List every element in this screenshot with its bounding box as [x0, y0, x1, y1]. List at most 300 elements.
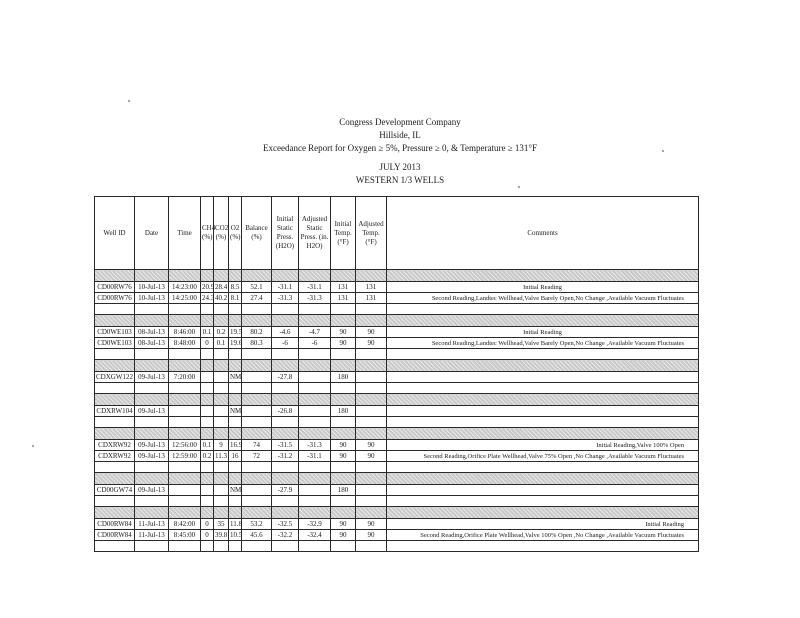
blank-row-cell: [242, 304, 272, 315]
cell-ch4: [201, 406, 214, 417]
group-separator-cell: [331, 428, 356, 440]
cell-balance: 80.3: [242, 338, 272, 349]
cell-initial-temp: 131: [331, 293, 356, 304]
cell-well-id: CD00RW76: [95, 282, 135, 293]
blank-row-cell: [214, 496, 229, 507]
blank-row-cell: [169, 417, 201, 428]
blank-row-cell: [229, 383, 242, 394]
cell-well-id: CDXRW92: [95, 440, 135, 451]
blank-row-cell: [272, 304, 299, 315]
group-separator-cell: [135, 428, 169, 440]
group-separator-cell: [356, 270, 387, 282]
cell-time: 12:56:00: [169, 440, 201, 451]
cell-ch4: 0.1: [201, 440, 214, 451]
blank-row-cell: [201, 349, 214, 360]
cell-date: 08-Jul-13: [135, 338, 169, 349]
blank-row-cell: [272, 496, 299, 507]
cell-o2: NM: [230, 406, 242, 415]
cell-ch4: [201, 485, 214, 496]
group-separator-cell: [272, 315, 299, 327]
cell-balance: 80.2: [242, 327, 272, 338]
blank-row-cell: [242, 541, 272, 552]
cell-well-id: CD00RW84: [95, 519, 135, 530]
cell-initial-static: -4.6: [272, 327, 299, 338]
cell-o2: NM: [230, 485, 242, 494]
scan-speck: [662, 150, 664, 152]
group-separator-cell: [95, 507, 135, 519]
cell-adjusted-temp: 90: [356, 327, 387, 338]
group-separator-cell: [299, 270, 331, 282]
cell-initial-static: -31.1: [272, 282, 299, 293]
cell-adjusted-static: -32.4: [299, 530, 331, 541]
blank-row-cell: [169, 462, 201, 473]
group-separator-cell: [299, 473, 331, 485]
cell-co2: 0.1: [214, 338, 229, 349]
cell-o2: 11.8: [230, 519, 242, 528]
table-row: [95, 406, 699, 417]
group-separator-cell: [242, 270, 272, 282]
cell-well-id: CD0WE103: [95, 327, 135, 338]
group-separator-cell: [356, 315, 387, 327]
blank-row-cell: [272, 349, 299, 360]
report-section: WESTERN 1/3 WELLS: [355, 175, 445, 185]
cell-initial-temp: 90: [331, 338, 356, 349]
blank-row-cell: [214, 541, 229, 552]
group-separator-cell: [214, 315, 229, 327]
group-separator-cell: [135, 473, 169, 485]
cell-balance: 74: [242, 440, 272, 451]
blank-row-cell: [201, 541, 214, 552]
group-separator-cell: [387, 270, 699, 282]
table-row: [95, 530, 699, 541]
group-separator-cell: [135, 315, 169, 327]
blank-row-cell: [201, 304, 214, 315]
cell-initial-temp: 90: [331, 327, 356, 338]
group-separator-cell: [331, 507, 356, 519]
cell-initial-temp: 90: [331, 519, 356, 530]
cell-initial-static: -6: [272, 338, 299, 349]
company-location: Hillside, IL: [379, 130, 421, 140]
cell-o2: 19.5: [230, 327, 243, 336]
cell-comment: Initial Reading: [387, 519, 699, 530]
blank-row-cell: [135, 304, 169, 315]
group-separator-cell: [135, 360, 169, 372]
blank-row-cell: [356, 383, 387, 394]
blank-row-cell: [242, 417, 272, 428]
cell-initial-static: -32.5: [272, 519, 299, 530]
cell-time: 14:25:00: [169, 293, 201, 304]
group-separator-cell: [169, 394, 201, 406]
group-separator-cell: [331, 270, 356, 282]
cell-well-id: CD0WE103: [95, 338, 135, 349]
cell-o2: 16.9: [230, 440, 243, 449]
blank-row-cell: [299, 349, 331, 360]
cell-well-id: CD00GW74: [95, 485, 135, 496]
cell-adjusted-temp: 131: [356, 282, 387, 293]
blank-row-cell: [331, 417, 356, 428]
group-separator-cell: [299, 394, 331, 406]
cell-date: 11-Jul-13: [135, 519, 169, 530]
exceedance-table: [94, 196, 699, 552]
group-separator-cell: [95, 360, 135, 372]
group-separator-cell: [299, 315, 331, 327]
blank-row-cell: [229, 496, 242, 507]
scan-speck: [128, 100, 130, 102]
cell-initial-static: -27.9: [272, 485, 299, 496]
cell-o2: 16: [229, 451, 242, 462]
company-name: Congress Development Company: [339, 117, 461, 127]
blank-row-cell: [95, 462, 135, 473]
group-separator-cell: [331, 315, 356, 327]
group-separator-cell: [229, 428, 242, 440]
group-separator-cell: [135, 394, 169, 406]
cell-time: 8:42:00: [169, 519, 201, 530]
group-separator-cell: [387, 473, 699, 485]
scan-speck: [518, 186, 520, 188]
blank-row-cell: [242, 462, 272, 473]
col-initial-temp: Initial Temp. (°F): [331, 197, 356, 270]
cell-time: 7:20:00: [169, 372, 201, 383]
cell-balance: 52.1: [242, 282, 272, 293]
cell-comment: Initial Reading: [387, 327, 699, 338]
blank-row-cell: [169, 349, 201, 360]
blank-row-cell: [95, 349, 135, 360]
cell-adjusted-static: [299, 372, 331, 383]
blank-row-cell: [299, 496, 331, 507]
cell-comment: [387, 372, 699, 383]
cell-well-id: CD00RW76: [95, 293, 135, 304]
group-separator-cell: [201, 473, 214, 485]
blank-row-cell: [95, 496, 135, 507]
group-separator: [95, 473, 699, 485]
blank-row-cell: [229, 349, 242, 360]
cell-time: [169, 485, 201, 496]
blank-row-cell: [299, 417, 331, 428]
blank-row-cell: [387, 541, 699, 552]
cell-date: 09-Jul-13: [135, 372, 169, 383]
cell-date: 10-Jul-13: [135, 282, 169, 293]
cell-date: 09-Jul-13: [135, 485, 169, 496]
cell-comment: [387, 485, 699, 496]
group-separator-cell: [356, 507, 387, 519]
group-separator-cell: [242, 473, 272, 485]
col-o2: O2 (%): [229, 197, 242, 270]
blank-row-cell: [242, 496, 272, 507]
cell-balance: 27.4: [242, 293, 272, 304]
group-separator-cell: [272, 270, 299, 282]
group-separator-cell: [201, 360, 214, 372]
cell-co2: [214, 372, 229, 383]
table-row: [95, 440, 699, 451]
blank-row: [95, 496, 699, 507]
group-separator: [95, 428, 699, 440]
cell-co2: [214, 406, 229, 417]
cell-ch4: 0: [201, 338, 214, 349]
group-separator-cell: [272, 428, 299, 440]
group-separator-cell: [214, 394, 229, 406]
cell-initial-temp: 180: [331, 372, 356, 383]
group-separator-cell: [229, 360, 242, 372]
blank-row: [95, 462, 699, 473]
blank-row-cell: [242, 349, 272, 360]
group-separator-cell: [214, 473, 229, 485]
cell-well-id: CDXRW92: [95, 451, 135, 462]
cell-time: 8:45:00: [169, 530, 201, 541]
group-separator-cell: [387, 315, 699, 327]
cell-adjusted-static: -31.3: [299, 440, 331, 451]
cell-adjusted-static: [299, 485, 331, 496]
blank-row-cell: [272, 541, 299, 552]
group-separator-cell: [356, 428, 387, 440]
table-row: [95, 338, 699, 349]
group-separator-cell: [331, 394, 356, 406]
cell-co2: 39.8: [215, 530, 228, 539]
group-separator-cell: [242, 360, 272, 372]
group-separator-cell: [169, 360, 201, 372]
report-month: JULY 2013: [379, 162, 421, 172]
cell-date: 10-Jul-13: [135, 293, 169, 304]
cell-initial-static: -31.3: [272, 293, 299, 304]
group-separator-cell: [387, 360, 699, 372]
table-row: [95, 282, 699, 293]
cell-o2: 8.5: [229, 282, 242, 293]
blank-row-cell: [135, 417, 169, 428]
group-separator-cell: [95, 428, 135, 440]
cell-well-id: CD00RW84: [95, 530, 135, 541]
blank-row-cell: [135, 541, 169, 552]
cell-well-id: CDXRW104: [96, 406, 133, 415]
blank-row: [95, 383, 699, 394]
cell-co2: 35: [214, 519, 229, 530]
cell-co2: 11.3: [215, 451, 227, 460]
cell-initial-static: -31.5: [272, 440, 299, 451]
table-row: [95, 327, 699, 338]
cell-initial-temp: 90: [331, 440, 356, 451]
blank-row: [95, 349, 699, 360]
group-separator: [95, 507, 699, 519]
col-initial-static-pressure: Initial Static Press. (H2O): [272, 197, 299, 270]
table-row: [95, 293, 699, 304]
cell-o2: 8.1: [229, 293, 242, 304]
blank-row-cell: [214, 383, 229, 394]
cell-initial-temp: 90: [331, 451, 356, 462]
cell-initial-static: -27.8: [272, 372, 299, 383]
cell-adjusted-static: [299, 406, 331, 417]
blank-row-cell: [214, 417, 229, 428]
blank-row-cell: [135, 462, 169, 473]
blank-row-cell: [95, 304, 135, 315]
blank-row-cell: [201, 383, 214, 394]
group-separator-cell: [135, 507, 169, 519]
cell-balance: 45.6: [242, 530, 272, 541]
group-separator-cell: [272, 360, 299, 372]
group-separator-cell: [95, 473, 135, 485]
blank-row: [95, 417, 699, 428]
blank-row-cell: [387, 304, 699, 315]
group-separator-cell: [356, 394, 387, 406]
cell-ch4: 0: [201, 519, 214, 530]
cell-balance: [242, 372, 272, 383]
blank-row-cell: [214, 349, 229, 360]
blank-row-cell: [331, 541, 356, 552]
group-separator-cell: [201, 507, 214, 519]
blank-row-cell: [169, 541, 201, 552]
cell-date: 09-Jul-13: [135, 440, 169, 451]
group-separator-cell: [201, 315, 214, 327]
cell-time: 8:46:00: [169, 327, 201, 338]
group-separator: [95, 394, 699, 406]
cell-adjusted-temp: [356, 372, 387, 383]
col-date: Date: [135, 197, 169, 270]
cell-ch4: 20.9: [202, 282, 215, 291]
blank-row-cell: [135, 349, 169, 360]
cell-co2: 28.4: [215, 282, 228, 291]
blank-row-cell: [331, 304, 356, 315]
col-ch4: CH4 (%): [201, 197, 214, 270]
cell-adjusted-static: -31.1: [299, 282, 331, 293]
col-co2: CO2 (%): [214, 197, 229, 270]
group-separator-cell: [229, 315, 242, 327]
blank-row-cell: [356, 462, 387, 473]
cell-comment: Second Reading,Landtec Wellhead,Valve Barely Open,No Change ,Available Vacuum Fluctuates: [387, 293, 699, 304]
cell-o2: 19.6: [230, 338, 243, 347]
col-adjusted-static-pressure: Adjusted Static Press. (in. H2O): [299, 197, 331, 270]
group-separator-cell: [169, 428, 201, 440]
blank-row-cell: [229, 304, 242, 315]
blank-row-cell: [229, 462, 242, 473]
cell-initial-static: -26.8: [272, 406, 299, 417]
group-separator-cell: [242, 394, 272, 406]
cell-adjusted-temp: [356, 406, 387, 417]
group-separator-cell: [214, 428, 229, 440]
blank-row-cell: [387, 383, 699, 394]
cell-balance: 53.2: [242, 519, 272, 530]
group-separator-cell: [299, 428, 331, 440]
blank-row-cell: [272, 383, 299, 394]
blank-row-cell: [356, 304, 387, 315]
cell-initial-temp: 131: [331, 282, 356, 293]
group-separator-cell: [299, 360, 331, 372]
report-header: [0, 116, 800, 187]
cell-adjusted-static: -31.1: [299, 451, 331, 462]
cell-balance: 72: [242, 451, 272, 462]
blank-row-cell: [272, 462, 299, 473]
group-separator-cell: [214, 270, 229, 282]
blank-row-cell: [135, 496, 169, 507]
blank-row-cell: [387, 462, 699, 473]
col-well-id: Well ID: [95, 197, 135, 270]
cell-co2: 40.2: [215, 293, 228, 302]
cell-comment: Initial Reading: [387, 282, 699, 293]
cell-adjusted-static: -32.9: [299, 519, 331, 530]
cell-initial-temp: 180: [331, 485, 356, 496]
cell-comment: [387, 406, 699, 417]
group-separator-cell: [229, 473, 242, 485]
table-row: [95, 485, 699, 496]
cell-adjusted-temp: 131: [356, 293, 387, 304]
cell-co2: 9: [214, 440, 229, 451]
blank-row-cell: [201, 462, 214, 473]
cell-ch4: 24.3: [202, 293, 215, 302]
table-row: [95, 451, 699, 462]
group-separator-cell: [201, 270, 214, 282]
blank-row: [95, 304, 699, 315]
report-title: Exceedance Report for Oxygen ≥ 5%, Pressure ≥ 0, & Temperature ≥ 131°F: [262, 143, 538, 153]
group-separator: [95, 315, 699, 327]
group-separator-cell: [169, 315, 201, 327]
group-separator-cell: [387, 394, 699, 406]
group-separator-cell: [169, 270, 201, 282]
blank-row-cell: [331, 383, 356, 394]
cell-time: 14:23:00: [169, 282, 201, 293]
cell-well-id: CDXGW122: [96, 372, 133, 381]
group-separator-cell: [95, 394, 135, 406]
group-separator-cell: [331, 473, 356, 485]
cell-time: 8:48:00: [169, 338, 201, 349]
group-separator-cell: [229, 507, 242, 519]
cell-initial-static: -32.2: [272, 530, 299, 541]
group-separator: [95, 270, 699, 282]
group-separator-cell: [214, 360, 229, 372]
table-row: [95, 519, 699, 530]
blank-row-cell: [214, 304, 229, 315]
cell-ch4: 0: [201, 530, 214, 541]
group-separator-cell: [95, 270, 135, 282]
cell-initial-temp: 180: [331, 406, 356, 417]
blank-row-cell: [229, 417, 242, 428]
cell-balance: [242, 485, 272, 496]
cell-time: 12:59:00: [169, 451, 201, 462]
col-balance: Balance (%): [242, 197, 272, 270]
group-separator-cell: [229, 270, 242, 282]
col-adjusted-temp: Adjusted Temp. (°F): [356, 197, 387, 270]
group-separator-cell: [356, 473, 387, 485]
cell-o2: 10.5: [230, 530, 243, 539]
group-separator-cell: [272, 473, 299, 485]
table-row: [95, 372, 699, 383]
blank-row-cell: [135, 383, 169, 394]
cell-adjusted-static: -4.7: [299, 327, 331, 338]
blank-row: [95, 541, 699, 552]
cell-comment: Second Reading,Orifice Plate Wellhead,Valve 100% Open ,No Change ,Available Vacuum Fluctuates: [387, 530, 699, 541]
cell-o2: NM: [230, 372, 242, 381]
cell-adjusted-temp: 90: [356, 338, 387, 349]
group-separator-cell: [135, 270, 169, 282]
cell-adjusted-temp: 90: [356, 519, 387, 530]
blank-row-cell: [299, 304, 331, 315]
blank-row-cell: [95, 541, 135, 552]
cell-adjusted-temp: 90: [356, 530, 387, 541]
col-time: Time: [169, 197, 201, 270]
blank-row-cell: [331, 496, 356, 507]
group-separator-cell: [201, 428, 214, 440]
col-comments: Comments: [387, 197, 699, 270]
blank-row-cell: [299, 383, 331, 394]
blank-row-cell: [169, 304, 201, 315]
group-separator-cell: [272, 394, 299, 406]
blank-row-cell: [201, 496, 214, 507]
group-separator-cell: [272, 507, 299, 519]
blank-row-cell: [299, 541, 331, 552]
cell-ch4: 0.2: [201, 451, 214, 462]
cell-ch4: [201, 372, 214, 383]
group-separator-cell: [299, 507, 331, 519]
cell-initial-static: -31.2: [272, 451, 299, 462]
group-separator-cell: [242, 315, 272, 327]
blank-row-cell: [214, 462, 229, 473]
cell-date: 08-Jul-13: [135, 327, 169, 338]
group-separator: [95, 360, 699, 372]
